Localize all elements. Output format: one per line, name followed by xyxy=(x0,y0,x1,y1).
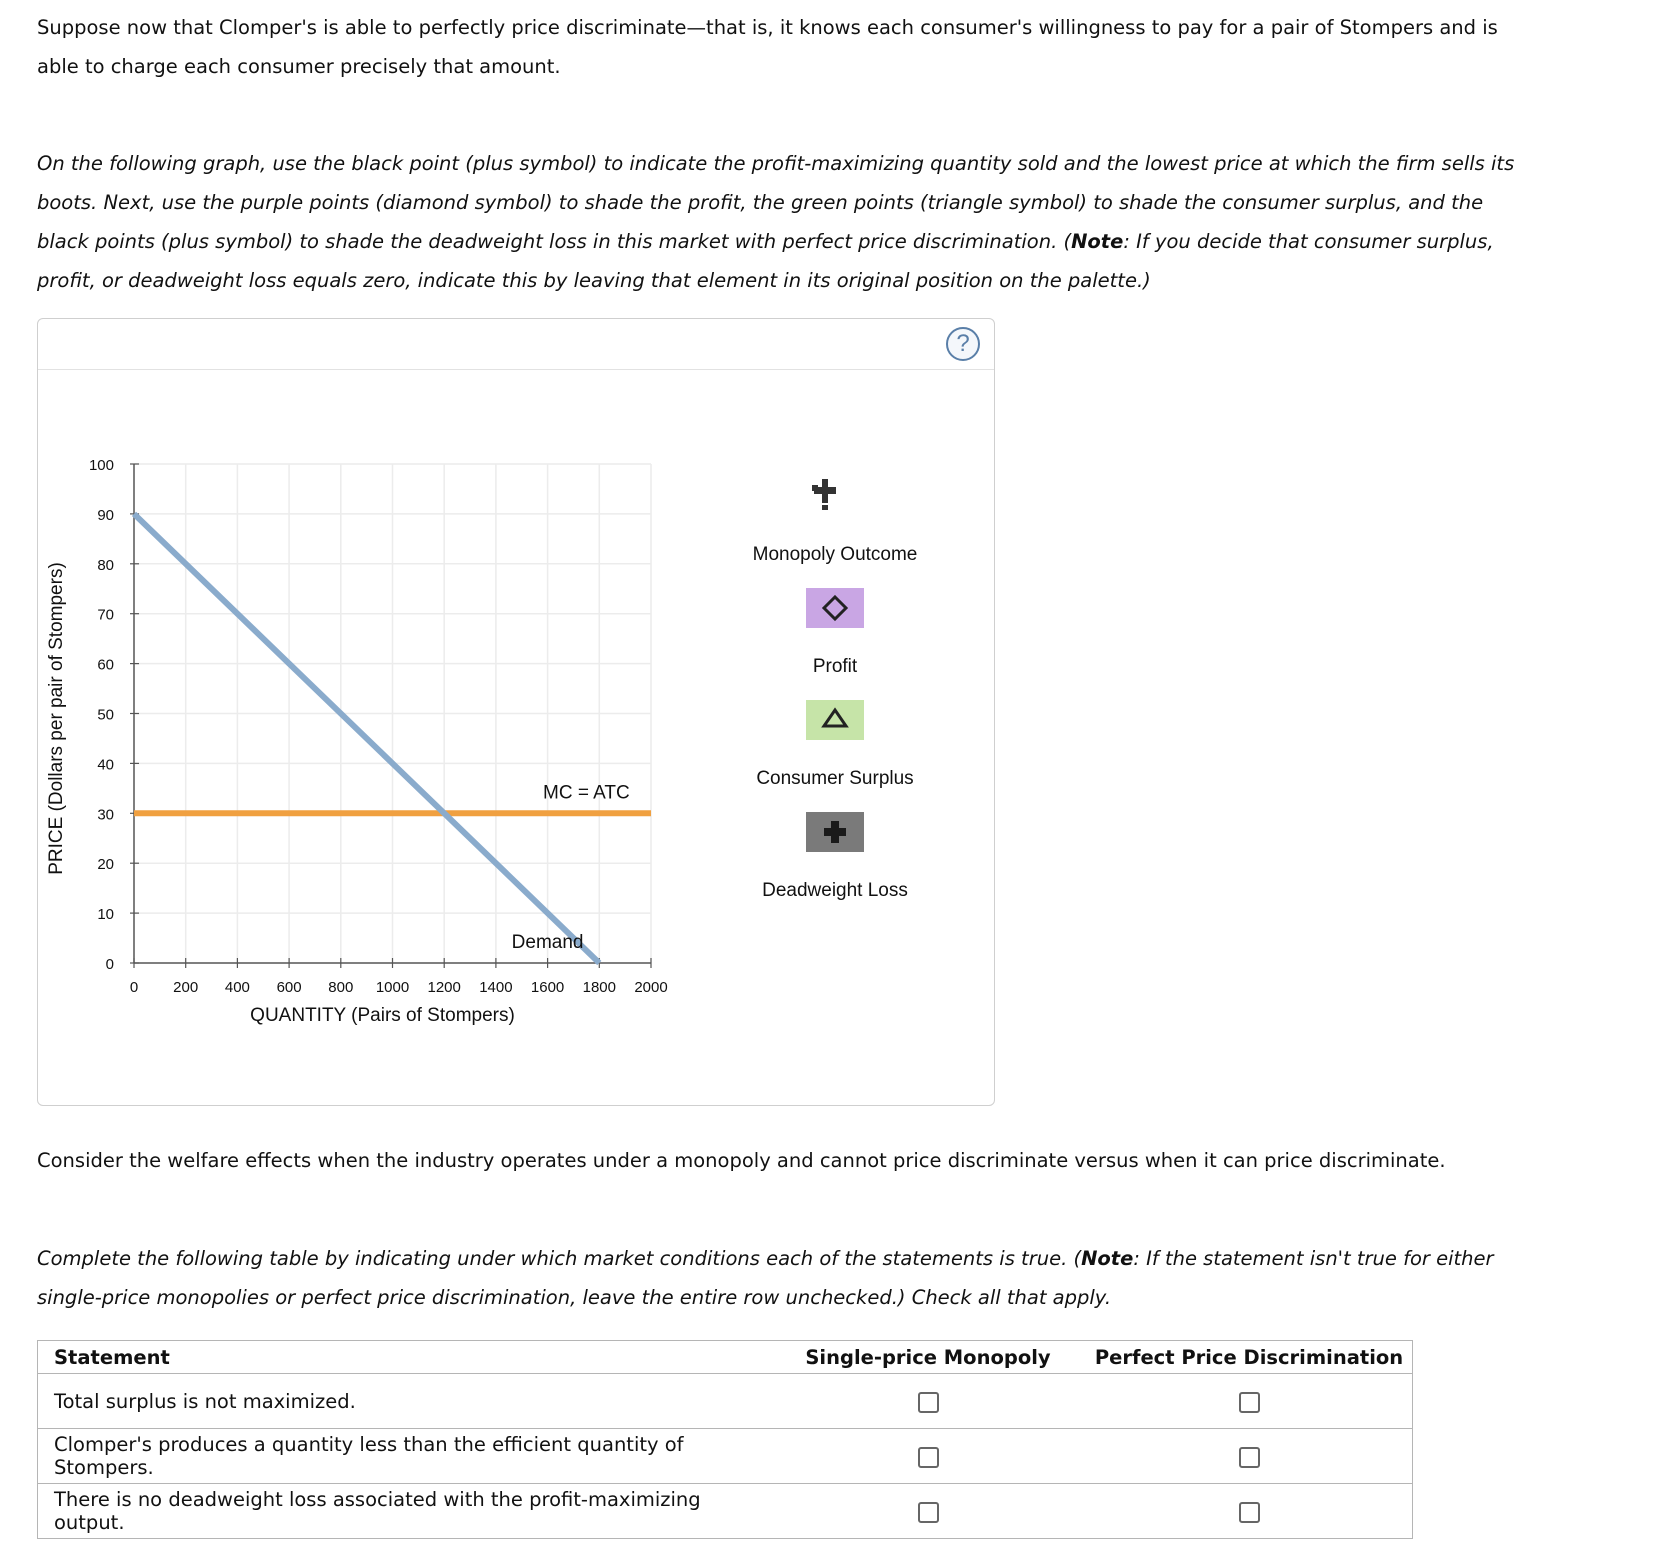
palette xyxy=(753,479,918,901)
header-single-price-monopoly: Single-price Monopoly xyxy=(770,1341,1086,1374)
instructions-part1: On the following graph, use the black point (plus symbol) to indicate the profit-maximizing quantity sold and the lowest price at which the firm sells its boots. Next, use the purple points (diamond symbol) to shade the profit, the green points (triangle symbol) to shade the consumer surplus, and the black points (plus symbol) to shade the deadweight loss in this market with perfect price discrimination. ( xyxy=(37,152,1515,253)
table-row xyxy=(38,1484,1413,1539)
x-tick-label: 1000 xyxy=(375,979,410,996)
y-tick-label: 60 xyxy=(97,656,114,674)
graph-panel xyxy=(37,318,995,1106)
x-tick-label: 2000 xyxy=(634,979,668,996)
checkbox-perfect-price-discrimination[interactable] xyxy=(1239,1447,1260,1468)
palette-label-monopoly: Monopoly Outcome xyxy=(752,544,918,565)
x-tick-label: 1800 xyxy=(582,979,616,996)
y-tick-label: 20 xyxy=(97,856,114,874)
instructions-part2: : If you decide that consumer surplus, profit, or deadweight loss equals zero, indicate this by leaving that element in its original position on the palette.) xyxy=(37,230,1494,292)
consumer-surplus-tool[interactable] xyxy=(806,700,864,740)
palette-label-profit: Profit xyxy=(812,656,858,677)
table-instructions-part1: Complete the following table by indicating under which market conditions each of the statements is true. ( xyxy=(37,1247,1082,1270)
x-tick-label: 1200 xyxy=(427,979,461,996)
y-tick-label: 40 xyxy=(97,756,114,774)
palette-label-consumer-surplus: Consumer Surplus xyxy=(756,768,914,789)
profit-tool[interactable] xyxy=(806,588,864,628)
x-tick-label: 0 xyxy=(129,979,139,996)
checkbox-single-price-monopoly[interactable] xyxy=(918,1447,939,1468)
statement-text: Clomper's produces a quantity less than the efficient quantity of Stompers. xyxy=(38,1429,771,1484)
intro-line2: able to charge each consumer precisely that amount. xyxy=(37,55,561,78)
table-instructions-part2: : If the statement isn't true for either single-price monopolies or perfect price discrimination, leave the entire row unchecked.) Check all that apply. xyxy=(37,1247,1494,1309)
table-row xyxy=(38,1374,1413,1429)
y-tick-label: 100 xyxy=(88,457,114,474)
series-label: MC = ATC xyxy=(543,782,630,804)
y-tick-label: 90 xyxy=(97,506,114,524)
x-tick-label: 1400 xyxy=(479,979,513,996)
x-tick-label: 1600 xyxy=(530,979,565,996)
y-tick-label: 80 xyxy=(97,556,114,574)
x-tick-label: 200 xyxy=(173,979,199,996)
x-tick-label: 600 xyxy=(276,979,302,996)
intro-text xyxy=(37,8,1517,86)
deadweight-loss-tool[interactable] xyxy=(806,812,864,852)
y-tick-label: 50 xyxy=(97,706,114,724)
checkbox-single-price-monopoly[interactable] xyxy=(918,1392,939,1413)
checkbox-single-price-monopoly[interactable] xyxy=(918,1502,939,1523)
x-tick-label: 400 xyxy=(224,979,250,996)
x-tick-label: 800 xyxy=(328,979,354,996)
header-statement: Statement xyxy=(38,1341,771,1374)
chart-grid xyxy=(134,464,651,963)
header-perfect-price-discrimination: Perfect Price Discrimination xyxy=(1086,1341,1413,1374)
x-axis-label: QUANTITY (Pairs of Stompers) xyxy=(250,1005,515,1026)
monopoly-outcome-tool[interactable] xyxy=(812,479,836,510)
table-row xyxy=(38,1429,1413,1484)
chart-ticks xyxy=(89,457,668,996)
instructions-note-label: Note xyxy=(1071,230,1124,253)
statements-table xyxy=(37,1340,1413,1539)
y-axis-label: PRICE (Dollars per pair of Stompers) xyxy=(46,562,67,875)
welfare-text: Consider the welfare effects when the industry operates under a monopoly and cannot price discriminate versus when it can price discriminate. xyxy=(37,1149,1446,1172)
table-instructions-note-label: Note xyxy=(1081,1247,1134,1270)
help-button[interactable]: ? xyxy=(946,327,980,361)
statement-text: Total surplus is not maximized. xyxy=(38,1374,771,1429)
checkbox-perfect-price-discrimination[interactable] xyxy=(1239,1392,1260,1413)
checkbox-perfect-price-discrimination[interactable] xyxy=(1239,1502,1260,1523)
y-tick-label: 0 xyxy=(105,956,114,973)
intro-line1: Suppose now that Clomper's is able to perfectly price discriminate—that is, it knows each consumer's willingness to pay for a pair of Stompers and is xyxy=(37,16,1498,39)
graph-instructions xyxy=(37,144,1517,300)
series-label: Demand xyxy=(511,932,584,954)
table-header-row xyxy=(38,1341,1413,1374)
chart-labels xyxy=(512,782,630,953)
chart xyxy=(38,319,996,1107)
series-line-demand xyxy=(134,514,599,963)
y-tick-label: 70 xyxy=(97,606,114,624)
y-tick-label: 10 xyxy=(97,906,114,924)
palette-label-deadweight-loss: Deadweight Loss xyxy=(762,880,908,901)
y-tick-label: 30 xyxy=(97,806,114,824)
statement-text: There is no deadweight loss associated with the profit-maximizing output. xyxy=(38,1484,771,1539)
table-instructions xyxy=(37,1239,1517,1317)
